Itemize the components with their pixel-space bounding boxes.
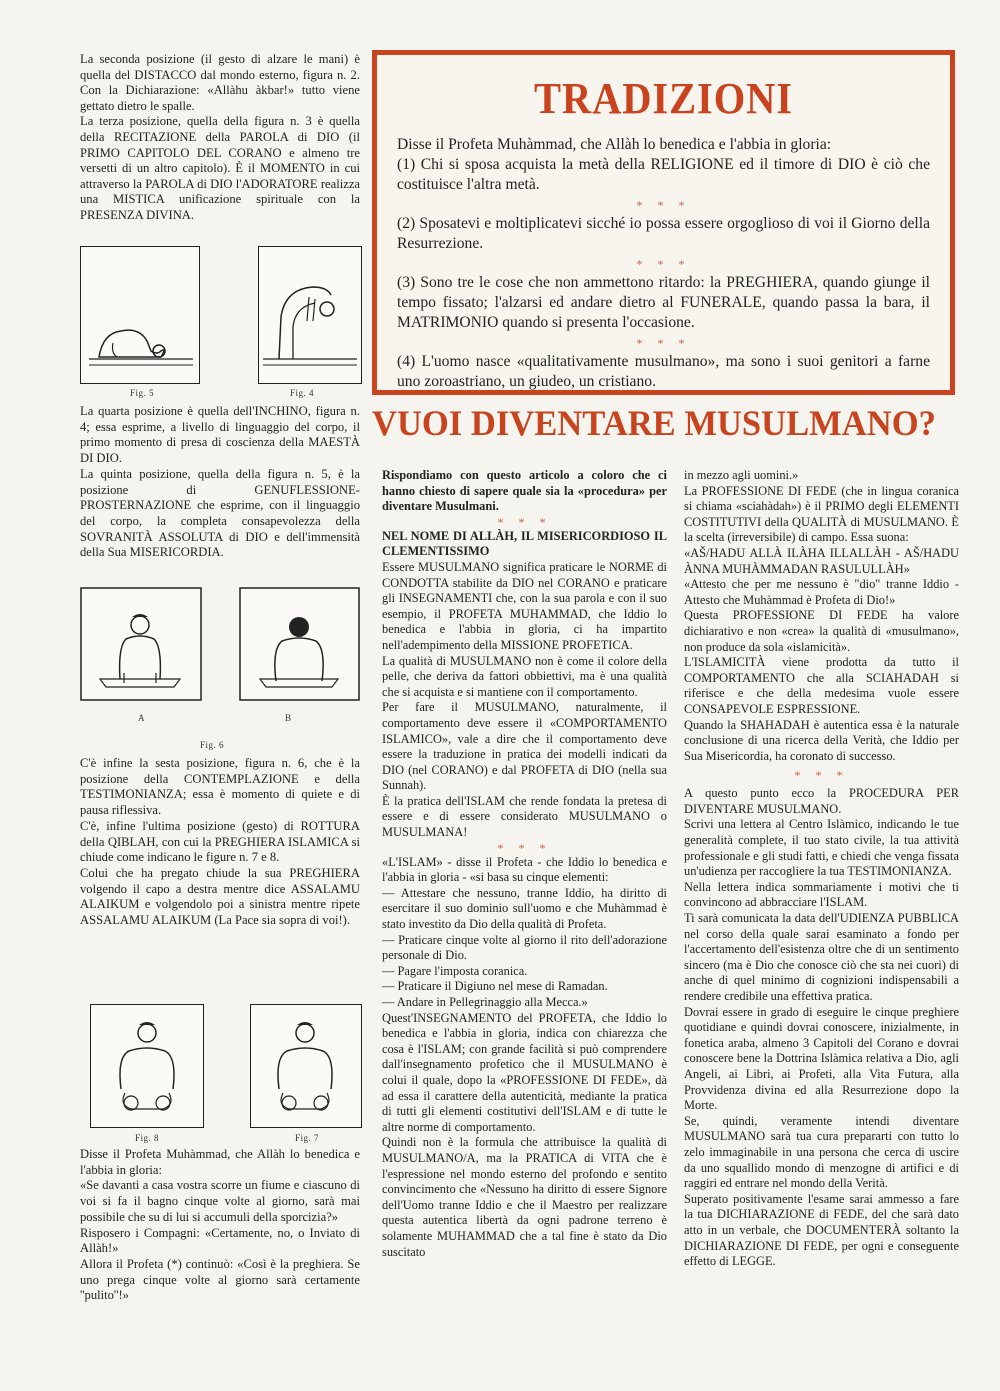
list-item: — Attestare che nessuno, tranne Iddio, ha diritto di esercitare il suo dominio sull'uomo e che Muhàmmad è stato investito da Dio della qualità di Profeta. <box>382 885 667 932</box>
list-item: — Praticare il Digiuno nel mese di Ramadan. <box>382 979 608 994</box>
tradition-intro: Disse il Profeta Muhàmmad, che Allàh lo benedica e l'abbia in gloria: <box>397 136 832 153</box>
paragraph: «Se davanti a casa vostra scorre un fiume e ciascuno di voi si fa il bagno cinque volte al giorno, sarà mai possibile che su di lui si accumuli della sporcizia?» <box>80 1178 360 1224</box>
paragraph: Dovrai essere in grado di eseguire le cinque preghiere quotidiane e quindi dovrai conoscere, inizialmente, in fonetica araba, almeno 3 Capitoli del Corano e dovrai conoscere bene la Dottrina Islàmica relativa a Dio, agli Angeli, ai Libri, ai Profeti, alla Vita Futura, alla Provvidenza divina ed alla Resurrezione dopo la Morte. <box>684 1004 959 1113</box>
paragraph: Questa PROFESSIONE DI FEDE ha valore dichiarativo e non «crea» la qualità di «musulmano», non produce da sola «islamicità». <box>684 608 959 654</box>
prostration-icon <box>81 247 199 383</box>
left-column-middle <box>80 404 360 561</box>
left-column-lower <box>80 756 360 929</box>
figure-caption: Fig. 6 <box>200 740 225 750</box>
separator: * * * <box>497 840 552 855</box>
salutation-right-icon <box>251 1005 361 1127</box>
figure-caption: Fig. 8 <box>135 1133 160 1143</box>
list-item: — Andare in Pellegrinaggio alla Mecca.» <box>382 995 588 1009</box>
figure-label: B <box>285 713 292 723</box>
figure-6-frame <box>80 587 360 701</box>
kneeling-figures-icon <box>80 587 360 701</box>
paragraph: Allora il Profeta (*) continuò: «Così è la preghiera. Se uno prega cinque volte al giorno sarà certamente ''pulito''!» <box>80 1256 360 1303</box>
figure-label: A <box>138 713 145 723</box>
paragraph: Colui che ha pregato chiude la sua PREGHIERA volgendo il capo a destra mentre dice ASSALAMU ALAIKUM e volgendolo poi a sinistra mentre ripete ASSALAMU ALAIKUM (La Pace sia sopra di voi!). <box>80 865 360 928</box>
tradizioni-box <box>372 50 955 395</box>
figure-caption: Fig. 5 <box>130 388 155 398</box>
bowing-icon <box>259 247 361 383</box>
tradition-item: (2) Sposatevi e moltiplicatevi sicché io possa essere orgoglioso di voi il Giorno della Resurrezione. <box>397 215 930 252</box>
paragraph: La terza posizione, quella della figura n. 3 è quella della RECITAZIONE della PAROLA di DIO (il PRIMO CAPITOLO DEL CORANO e almeno tre versetti di un altro capitolo). È il MOMENTO in cui attraverso la PAROLA di DIO l'ADORATORE realizza una MISTICA unificazione spirituale con la PRESENZA DIVINA. <box>80 114 360 222</box>
article-heading: NEL NOME DI ALLÀH, IL MISERICORDIOSO IL CLEMENTISSIMO <box>382 528 667 559</box>
figure-7-salutation <box>250 1004 362 1128</box>
paragraph: «L'ISLAM» - disse il Profeta - che Iddio lo benedica e l'abbia in gloria - «si basa su cinque elementi: <box>382 854 667 885</box>
salutation-left-icon <box>91 1005 203 1127</box>
tradizioni-title: TRADIZIONI <box>534 74 793 123</box>
paragraph: C'è, infine l'ultima posizione (gesto) di ROTTURA della QIBLAH, con cui la PREGHIERA ISLAMICA si chiude come indicano le figure n. 7 e 8. <box>80 818 360 865</box>
paragraph: La seconda posizione (il gesto di alzare le mani) è quella del DISTACCO dal mondo esterno, figura n. 2. Con la Dichiarazione: «Allàhu àkbar!» tutto viene gettato dietro le spalle. <box>80 52 360 113</box>
figure-8-salutation <box>90 1004 204 1128</box>
paragraph: La quarta posizione è quella dell'INCHINO, figura n. 4; essa esprime, a livello di linguaggio del corpo, il primo momento di presa di coscienza della MAESTÀ DI DIO. <box>80 404 360 466</box>
left-column-bottom <box>80 1147 360 1304</box>
separator: * * * <box>794 768 849 783</box>
separator: * * * <box>636 336 691 350</box>
figure-4-bowing <box>258 246 362 384</box>
list-item: — Pagare l'imposta coranica. <box>382 963 528 978</box>
paragraph: L'ISLAMICITÀ viene prodotta da tutto il COMPORTAMENTO che alla SCIAHADAH si riferisce e che della medesima vuole essere CONSAPEVOLE ESPRESSIONE. <box>684 655 959 716</box>
article-title: VUOI DIVENTARE MUSULMANO? <box>372 403 936 443</box>
paragraph: Se, quindi, veramente intendi diventare MUSULMANO sarà tua cura prepararti con tutto lo zelo immaginabile in una persona che cerca di uscire da uno squallido mondo di menzogne di artifici e di raggiri ed entrare nel mondo della Verità. <box>684 1113 959 1191</box>
paragraph: Risposero i Compagni: «Certamente, no, o Inviato di Allàh!» <box>80 1225 360 1256</box>
paragraph: Ti sarà comunicata la data dell'UDIENZA PUBBLICA nel corso della quale sarai esaminato a fondo per l'accertamento dell'esistenza oltre che di un sentimento sincero (ma è Dio che conosce ciò che sta nei cuori) di anche di quel minimo di cognizioni indispensabili a rendere credibile una effettiva pratica. <box>684 911 959 1003</box>
figure-caption: Fig. 4 <box>290 388 315 398</box>
paragraph: Quando la SHAHADAH è autentica essa è la naturale conclusione di una ricerca della Verità, che Iddio per Sua Misericordia, ha coronato di successo. <box>684 717 959 763</box>
paragraph: Per fare il MUSULMANO, naturalmente, il comportamento deve essere il «COMPORTAMENTO ISLAMICO», vale a dire che il comportamento deve essere la traduzione in pratica dei modelli indicati da DIO (nel CORANO) e dal PROFETA di DIO (nella sua Sunnah). <box>382 700 667 793</box>
separator: * * * <box>497 514 552 529</box>
tradition-item: (1) Chi si sposa acquista la metà della RELIGIONE ed il timore di DIO è ciò che costituisce l'altra metà. <box>397 156 930 193</box>
tradition-item: (4) L'uomo nasce «qualitativamente musulmano», ma sono i suoi genitori a farne uno zoroastriano, un giudeo, un cristiano. <box>397 353 930 390</box>
paragraph: La quinta posizione, quella della figura n. 5, è la posizione di GENUFLESSIONE-PROSTERNAZIONE che esprime, con il linguaggio del corpo, la completa consapevolezza della SOVRANITÀ ASSOLUTA di DIO e dell'immensità della Sua MISERICORDIA. <box>80 466 360 560</box>
paragraph: Quest'INSEGNAMENTO del PROFETA, che Iddio lo benedica e l'abbia in gloria, indica con chiarezza che cosa è l'ISLAM; con grande facilità si può comprendere dall'insegnamento profetico che il MUSULMANO è colui il quale, dopo la «PROFESSIONE DI FEDE», dà ad essa il carattere della autenticità, mediante la pratica di tutti gli elementi costitutivi dell'ISLAM e di tutte le altre norme di comportamento. <box>382 1010 667 1134</box>
paragraph: Disse il Profeta Muhàmmad, che Allàh lo benedica e l'abbia in gloria: <box>80 1147 360 1177</box>
article-lead: Rispondiamo con questo articolo a coloro che ci hanno chiesto di sapere quale sia la «procedura» per diventare Musulmani. <box>382 468 667 514</box>
left-column <box>80 52 360 224</box>
paragraph: Scrivi una lettera al Centro Islàmico, indicando le tue generalità complete, il tuo stato civile, la tua attività professionale e gli studi fatti, e chiedi che venga fissata un'udienza per raccogliere la tua TESTIMONIANZA. <box>684 817 959 879</box>
paragraph: «AŠ/HADU ALLÀ ILÀHA ILLALLÀH - AŠ/HADU ÀNNA MUHÀMMADAN RASULULLÀH» <box>684 545 959 576</box>
paragraph: Quindi non è la formula che attribuisce la qualità di MUSULMANO/A, ma la PRATICA di VITA che è l'espressione nel mondo esterno del profondo e sentito convincimento che «Nessuno ha diritto di essere Signore dell'Uomo tranne Iddio e che il Maestro per realizzare questa autentica libertà da ogni padrone terreno è solamente MUHAMMAD che a tal fine è stato da Dio suscitato <box>382 1135 667 1259</box>
paragraph: in mezzo agli uomini.» <box>684 468 799 482</box>
paragraph: C'è infine la sesta posizione, figura n. 6, che è la posizione della CONTEMPLAZIONE e della TESTIMONIANZA; essa è momento di quiete e di pausa riflessiva. <box>80 756 360 818</box>
paragraph: La qualità di MUSULMANO non è come il colore della pelle, che deriva da fattori obbiettivi, ma è una qualità che si acquista e si mantiene con il comportamento. <box>382 653 667 699</box>
paragraph: Superato positivamente l'esame sarai ammesso a fare la tua DICHIARAZIONE di FEDE, del che sarà dato atto in un verbale, che DOCUMENTERÀ soltanto la DICHIARAZIONE DI FEDE, per ogni e conseguente effetto di LEGGE. <box>684 1191 959 1269</box>
paragraph: La PROFESSIONE DI FEDE (che in lingua coranica si chiama «sciahàdah») è il PRIMO degli ELEMENTI COSTITUTIVI della QUALITÀ di MUSULMANO. È la scelta (irreversibile) di campo. Essa suona: <box>684 483 959 545</box>
article-column-2 <box>684 468 959 1270</box>
paragraph: «Attesto che per me nessuno è "dio" tranne Iddio - Attesto che Muhàmmad è Profeta di Dio!» <box>684 577 959 607</box>
paragraph: A questo punto ecco la PROCEDURA PER DIVENTARE MUSULMANO. <box>684 786 959 816</box>
paragraph: Essere MUSULMANO significa praticare le NORME di CONDOTTA stabilite da DIO nel CORANO e praticare gli INSEGNAMENTI che, con la sua parola e con il suo esempio, il PROFETA MUHAMMAD, che Iddio lo benedica e l'abbia in gloria, ci ha impartito nell'adempimento della MISSIONE PROFETICA. <box>382 559 667 652</box>
list-item: — Praticare cinque volte al giorno il rito dell'adorazione personale di Dio. <box>382 932 667 963</box>
figure-5-prostration <box>80 246 200 384</box>
paragraph: Nella lettera indica sommariamente i motivi che ti convincono ad abbracciare l'ISLAM. <box>684 879 959 910</box>
tradition-item: (3) Sono tre le cose che non ammettono ritardo: la PREGHIERA, quando giunge il tempo fissato; l'alzarsi ed andare dietro al FUNERALE, quando passa la bara, il MATRIMONIO quando si presenta l'occasione. <box>397 274 930 331</box>
separator: * * * <box>636 257 691 271</box>
separator: * * * <box>636 198 691 212</box>
tradizioni-body <box>397 135 930 392</box>
article-column-1 <box>382 468 667 1260</box>
paragraph: È la pratica dell'ISLAM che rende fondata la pretesa di essere e di essere considerato MUSULMANO o MUSULMANA! <box>382 793 667 840</box>
figure-caption: Fig. 7 <box>295 1133 320 1143</box>
